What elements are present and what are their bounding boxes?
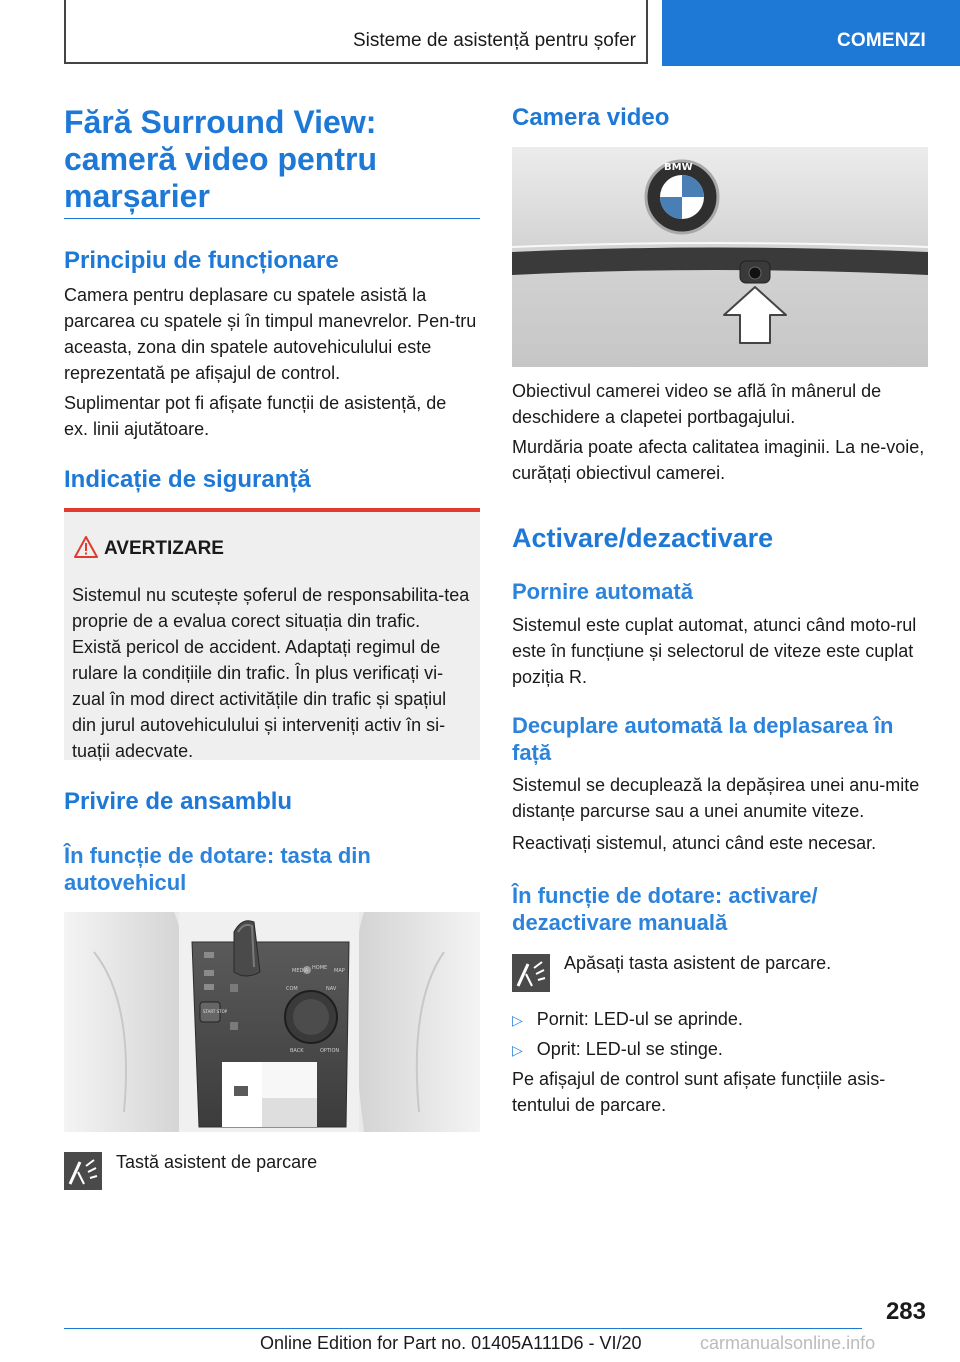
console-label-media: MEDIA xyxy=(292,968,309,974)
auto-off-paragraph-2: Reactivați sistemul, atunci când este necesar. xyxy=(512,833,877,853)
triangle-bullet-icon: ▷ xyxy=(512,1042,523,1058)
edition-text: Online Edition for Part no. 01405A111D6 - VI/20 xyxy=(260,1333,642,1353)
chapter-tab-label: COMENZI xyxy=(836,30,926,51)
console-label-com: COM xyxy=(286,986,298,992)
list-item-on-text: Pornit: LED-ul se aprinde. xyxy=(536,1009,743,1029)
chapter-tab[interactable] xyxy=(662,0,960,66)
warning-text: Sistemul nu scutește șoferul de responsabilita-tea proprie de a evalua corect situația din trafic. Există pericol de accident. Adaptați regimul de rulare la condițiile din trafic. În plus verificați vi-zual în mod direct activitățile din trafic și spațiul din jurul autovehiculului și interveniți activ în si-tuații adecvate. xyxy=(72,585,470,761)
rear-camera-photo xyxy=(512,147,928,367)
manual-instruction: Apăsați tasta asistent de parcare. xyxy=(564,953,832,973)
console-label-home: HOME xyxy=(312,965,328,971)
warning-label: AVERTIZARE xyxy=(104,538,224,559)
principle-paragraph-1: Camera pentru deplasare cu spatele asistă la parcarea cu spatele și în timpul manevrelor. Pen-tru aceasta, zona din spatele autovehiculului este reprezentată pe afișajul de control. xyxy=(64,285,477,383)
park-assist-button-icon xyxy=(64,1152,102,1190)
footer-divider xyxy=(64,1328,862,1329)
overview-heading: Privire de ansamblu xyxy=(64,788,293,815)
console-photo xyxy=(64,912,480,1132)
park-assist-caption: Tastă asistent de parcare xyxy=(116,1152,318,1172)
overview-subheading: În funcție de dotare: tasta din autovehicul xyxy=(64,843,371,895)
section-title: Sisteme de asistență pentru șofer xyxy=(352,30,636,51)
list-item-on xyxy=(512,1006,743,1033)
list-item-off xyxy=(512,1036,723,1063)
console-label-option: OPTION xyxy=(320,1048,340,1054)
auto-on-paragraph: Sistemul este cuplat automat, atunci când moto-rul este în funcțiune și selectorul de viteze este cuplat poziția R. xyxy=(512,615,917,687)
triangle-bullet-icon: ▷ xyxy=(512,1012,523,1028)
list-item-off-text: Oprit: LED-ul se stinge. xyxy=(536,1039,723,1059)
principle-paragraph-2: Suplimentar pot fi afișate funcții de asistență, de ex. linii ajutătoare. xyxy=(64,393,447,439)
activation-heading: Activare/dezactivare xyxy=(512,523,774,553)
console-label-back: BACK xyxy=(290,1048,304,1054)
manual-note: Pe afișajul de control sunt afișate funcțiile asis-tentului de parcare. xyxy=(512,1069,886,1115)
auto-off-paragraph-1: Sistemul se decuplează la depășirea unei anu-mite distanțe parcurse sau a unei anumite viteze. xyxy=(512,775,920,821)
principle-heading: Principiu de funcționare xyxy=(64,247,339,274)
watermark-text: carmanualsonline.info xyxy=(700,1333,876,1353)
warning-triangle-icon xyxy=(74,536,98,558)
console-label-nav: NAV xyxy=(326,986,337,992)
console-label-map: MAP xyxy=(334,968,345,974)
center-console-illustration xyxy=(64,912,480,1132)
safety-heading: Indicație de siguranță xyxy=(64,466,311,493)
page-number: 283 xyxy=(885,1298,926,1325)
auto-off-heading: Decuplare automată la deplasarea în față xyxy=(512,713,894,765)
page-title: Fără Surround View: cameră video pentru marșarier xyxy=(64,104,377,214)
console-label-start: START STOP xyxy=(203,1009,228,1014)
camera-paragraph-2: Murdăria poate afecta calitatea imaginii. La ne-voie, curățați obiectivul camerei. xyxy=(512,437,925,483)
camera-paragraph-1: Obiectivul camerei video se află în mânerul de deschidere a clapetei portbagajului. xyxy=(512,381,882,427)
park-assist-button-icon-2 xyxy=(512,954,550,992)
auto-on-heading: Pornire automată xyxy=(512,579,693,604)
title-divider xyxy=(64,218,480,219)
rear-camera-illustration xyxy=(512,147,928,367)
camera-heading: Camera video xyxy=(512,104,670,131)
bmw-logo-text: BMW xyxy=(664,162,693,173)
manual-heading: În funcție de dotare: activare/ dezactivare manuală xyxy=(512,883,818,935)
warning-box xyxy=(64,508,480,760)
